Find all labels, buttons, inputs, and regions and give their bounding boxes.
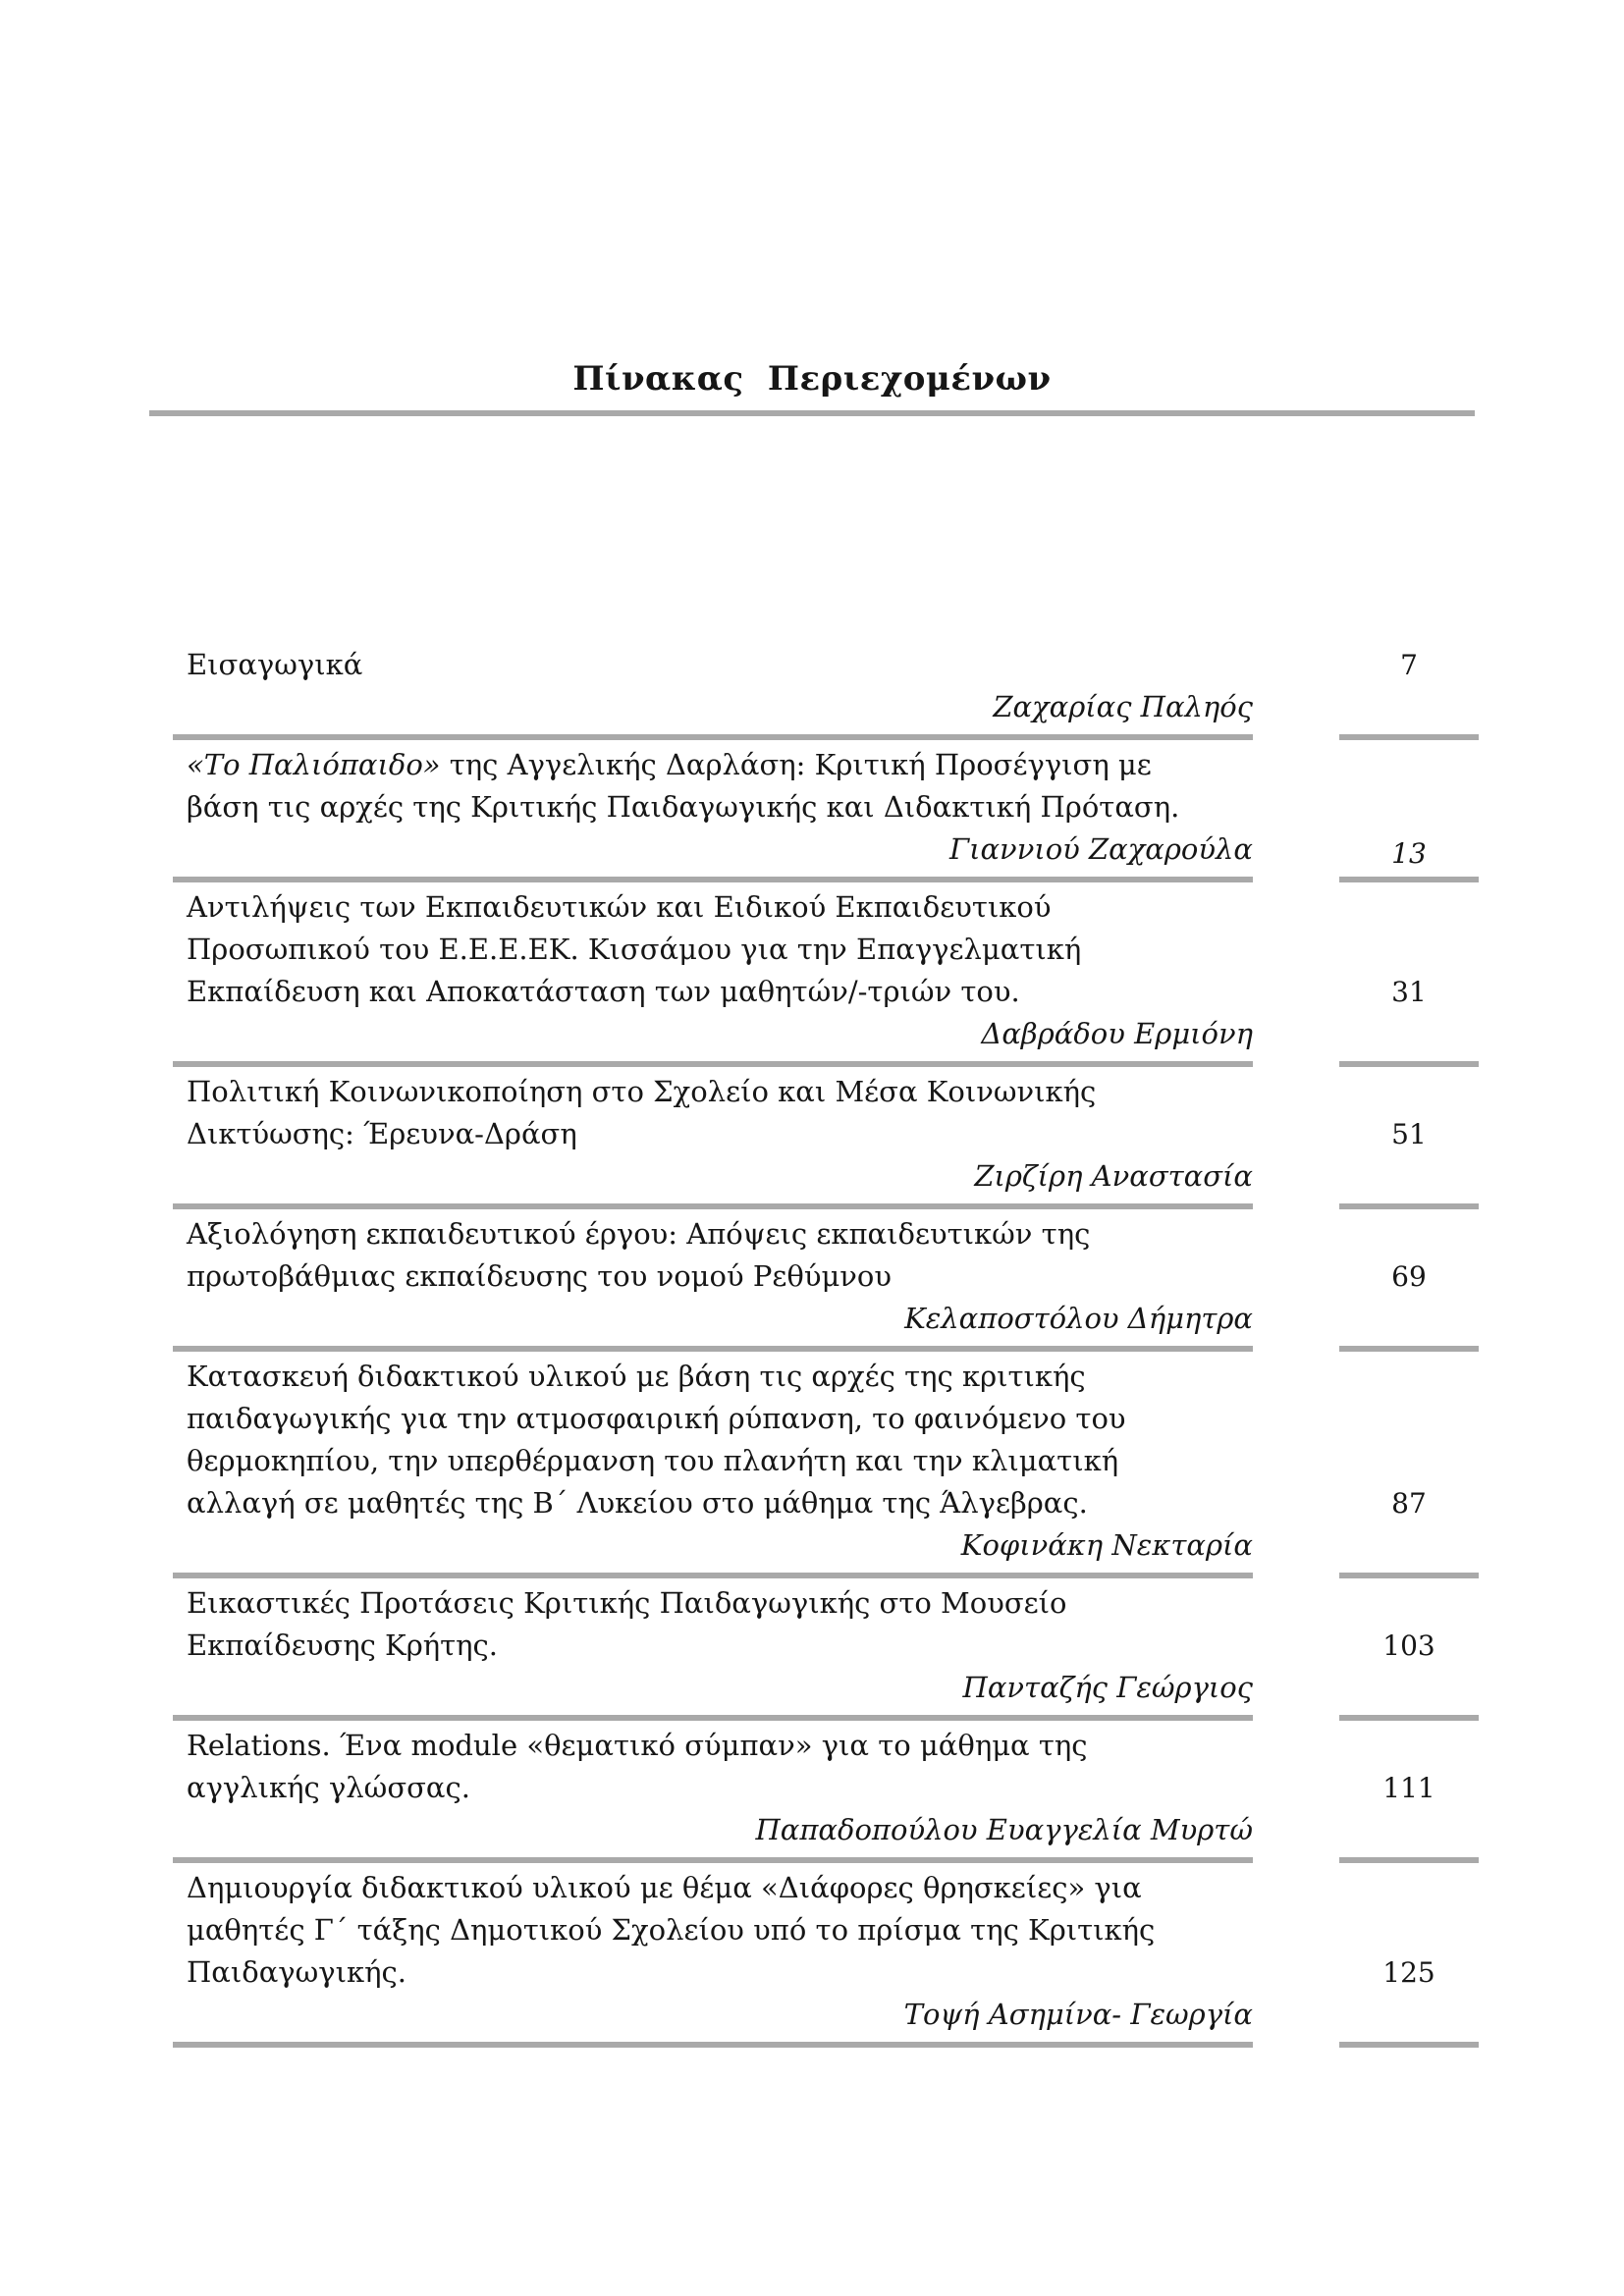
entry-author: Παπαδοπούλου Ευαγγελία Μυρτώ xyxy=(755,1813,1253,1846)
entry-page-column xyxy=(1335,744,1483,871)
divider-rule-page xyxy=(1339,1346,1479,1352)
toc-entry-main xyxy=(173,1867,1253,2036)
entry-title-line: πρωτοβάθμιας εκπαίδευσης του νομού Ρεθύμνου xyxy=(187,1259,893,1293)
toc-entry xyxy=(173,1721,1483,1857)
divider-rule-page xyxy=(1339,877,1479,882)
entry-title-line: Εικαστικές Προτάσεις Κριτικής Παιδαγωγικής στο Μουσείο xyxy=(187,1586,1067,1620)
divider-rule-main xyxy=(173,2042,1253,2048)
divider-rule-page xyxy=(1339,734,1479,740)
entry-page-column xyxy=(1335,644,1483,728)
divider-rule-page xyxy=(1339,2042,1479,2048)
divider-rule-main xyxy=(173,1203,1253,1209)
entry-title-line: Παιδαγωγικής. xyxy=(187,1955,406,1989)
toc-entry xyxy=(173,640,1483,734)
entry-author: Πανταζής Γεώργιος xyxy=(962,1671,1253,1704)
toc-entry-main xyxy=(173,1356,1253,1567)
entry-title-line: Δικτύωσης: Έρευνα-Δράση xyxy=(187,1117,577,1150)
entry-page-number: 13 xyxy=(1391,837,1427,870)
toc-entry-main xyxy=(173,886,1253,1055)
divider-rule-page xyxy=(1339,1857,1479,1863)
toc-entry-main xyxy=(173,1213,1253,1340)
entry-title-line: Αντιλήψεις των Εκπαιδευτικών και Ειδικού Εκπαιδευτικού xyxy=(187,890,1052,924)
entry-title-line: αλλαγή σε μαθητές της Β΄ Λυκείου στο μάθημα της Άλγεβρας. xyxy=(187,1486,1088,1520)
entry-author: Τοψή Ασημίνα- Γεωργία xyxy=(903,1998,1253,2031)
entry-title-line: Δημιουργία διδακτικού υλικού με θέμα «Διάφορες θρησκείες» για xyxy=(187,1871,1142,1904)
page-title: Πίνακας Περιεχομένων xyxy=(572,359,1052,399)
entry-page-number: 87 xyxy=(1391,1487,1427,1520)
entry-page-column xyxy=(1335,1071,1483,1198)
toc-entry xyxy=(173,1067,1483,1203)
entry-title xyxy=(187,1867,1253,1994)
divider-rule-page xyxy=(1339,1061,1479,1067)
divider-rule-page xyxy=(1339,1203,1479,1209)
entry-page-column xyxy=(1335,1582,1483,1709)
entry-title-line: Κατασκευή διδακτικού υλικού με βάση τις αρχές της κριτικής xyxy=(187,1360,1086,1393)
entry-page-column xyxy=(1335,1356,1483,1567)
divider-rule-main xyxy=(173,877,1253,882)
entry-title xyxy=(187,1725,1253,1809)
toc-list xyxy=(173,640,1483,2048)
entry-title-line: Εκπαίδευση και Αποκατάσταση των μαθητών/-τριών του. xyxy=(187,975,1020,1008)
toc-entry xyxy=(173,1578,1483,1715)
entry-page-column xyxy=(1335,1213,1483,1340)
title-rule xyxy=(149,410,1475,416)
entry-title-line: μαθητές Γ΄ τάξης Δημοτικού Σχολείου υπό το πρίσμα της Κριτικής xyxy=(187,1913,1156,1947)
entry-title xyxy=(187,886,1253,1013)
entry-title-line: θερμοκηπίου, την υπερθέρμανση του πλανήτη και την κλιματική xyxy=(187,1444,1119,1477)
entry-title-line: Εκπαίδευσης Κρήτης. xyxy=(187,1629,499,1662)
toc-entry-main xyxy=(173,744,1253,871)
entry-author: Ζιρζίρη Αναστασία xyxy=(974,1159,1253,1193)
entry-title-line: «Το Παλιόπαιδο» της Αγγελικής Δαρλάση: Κριτική Προσέγγιση με xyxy=(187,748,1152,781)
toc-entry xyxy=(173,882,1483,1061)
toc-entry xyxy=(173,1352,1483,1573)
divider-rule-main xyxy=(173,1061,1253,1067)
entry-title-line: Αξιολόγηση εκπαιδευτικού έργου: Απόψεις εκπαιδευτικών της xyxy=(187,1217,1091,1251)
toc-entry-main xyxy=(173,1582,1253,1709)
entry-title xyxy=(187,1582,1253,1667)
entry-divider xyxy=(173,2042,1483,2048)
entry-title-line: βάση τις αρχές της Κριτικής Παιδαγωγικής και Διδακτική Πρόταση. xyxy=(187,790,1180,824)
divider-rule-page xyxy=(1339,1715,1479,1721)
toc-entry xyxy=(173,740,1483,877)
entry-author: Ζαχαρίας Παληός xyxy=(993,690,1253,723)
divider-rule-page xyxy=(1339,1573,1479,1578)
entry-author: Κελαποστόλου Δήμητρα xyxy=(904,1302,1253,1335)
entry-title xyxy=(187,744,1253,828)
entry-author: Κοφινάκη Νεκταρία xyxy=(960,1528,1253,1562)
entry-page-column xyxy=(1335,1867,1483,2036)
entry-title-line: Προσωπικού του Ε.Ε.Ε.ΕΚ. Κισσάμου για την Επαγγελματική xyxy=(187,933,1082,966)
entry-title-line: Relations. Ένα module «θεματικό σύμπαν» για το μάθημα της xyxy=(187,1729,1088,1762)
entry-page-number: 125 xyxy=(1382,1956,1435,1989)
entry-page-column xyxy=(1335,886,1483,1055)
toc-entry-main xyxy=(173,1725,1253,1851)
entry-title xyxy=(187,644,1253,686)
toc-entry-main xyxy=(173,644,1253,728)
entry-page-number: 103 xyxy=(1382,1629,1435,1662)
entry-page-number: 69 xyxy=(1391,1260,1427,1293)
entry-title-line: Εισαγωγικά xyxy=(187,648,363,681)
toc-entry xyxy=(173,1209,1483,1346)
divider-rule-main xyxy=(173,1715,1253,1721)
entry-author: Γιαννιού Ζαχαρούλα xyxy=(948,832,1253,866)
entry-page-number: 7 xyxy=(1400,649,1418,681)
entry-page-number: 111 xyxy=(1382,1772,1435,1804)
divider-rule-main xyxy=(173,1573,1253,1578)
entry-title-line: Πολιτική Κοινωνικοποίηση στο Σχολείο και Μέσα Κοινωνικής xyxy=(187,1075,1097,1108)
entry-page-number: 31 xyxy=(1391,976,1427,1008)
entry-title xyxy=(187,1071,1253,1155)
entry-author: Δαβράδου Ερμιόνη xyxy=(981,1017,1253,1050)
toc-entry-main xyxy=(173,1071,1253,1198)
entry-title-line: παιδαγωγικής για την ατμοσφαιρική ρύπανση, το φαινόμενο του xyxy=(187,1402,1126,1435)
entry-title xyxy=(187,1213,1253,1298)
entry-page-column xyxy=(1335,1725,1483,1851)
entry-title xyxy=(187,1356,1253,1524)
entry-page-number: 51 xyxy=(1391,1118,1427,1150)
divider-rule-main xyxy=(173,1346,1253,1352)
toc-entry xyxy=(173,1863,1483,2042)
divider-rule-main xyxy=(173,734,1253,740)
entry-title-line: αγγλικής γλώσσας. xyxy=(187,1771,470,1804)
divider-rule-main xyxy=(173,1857,1253,1863)
